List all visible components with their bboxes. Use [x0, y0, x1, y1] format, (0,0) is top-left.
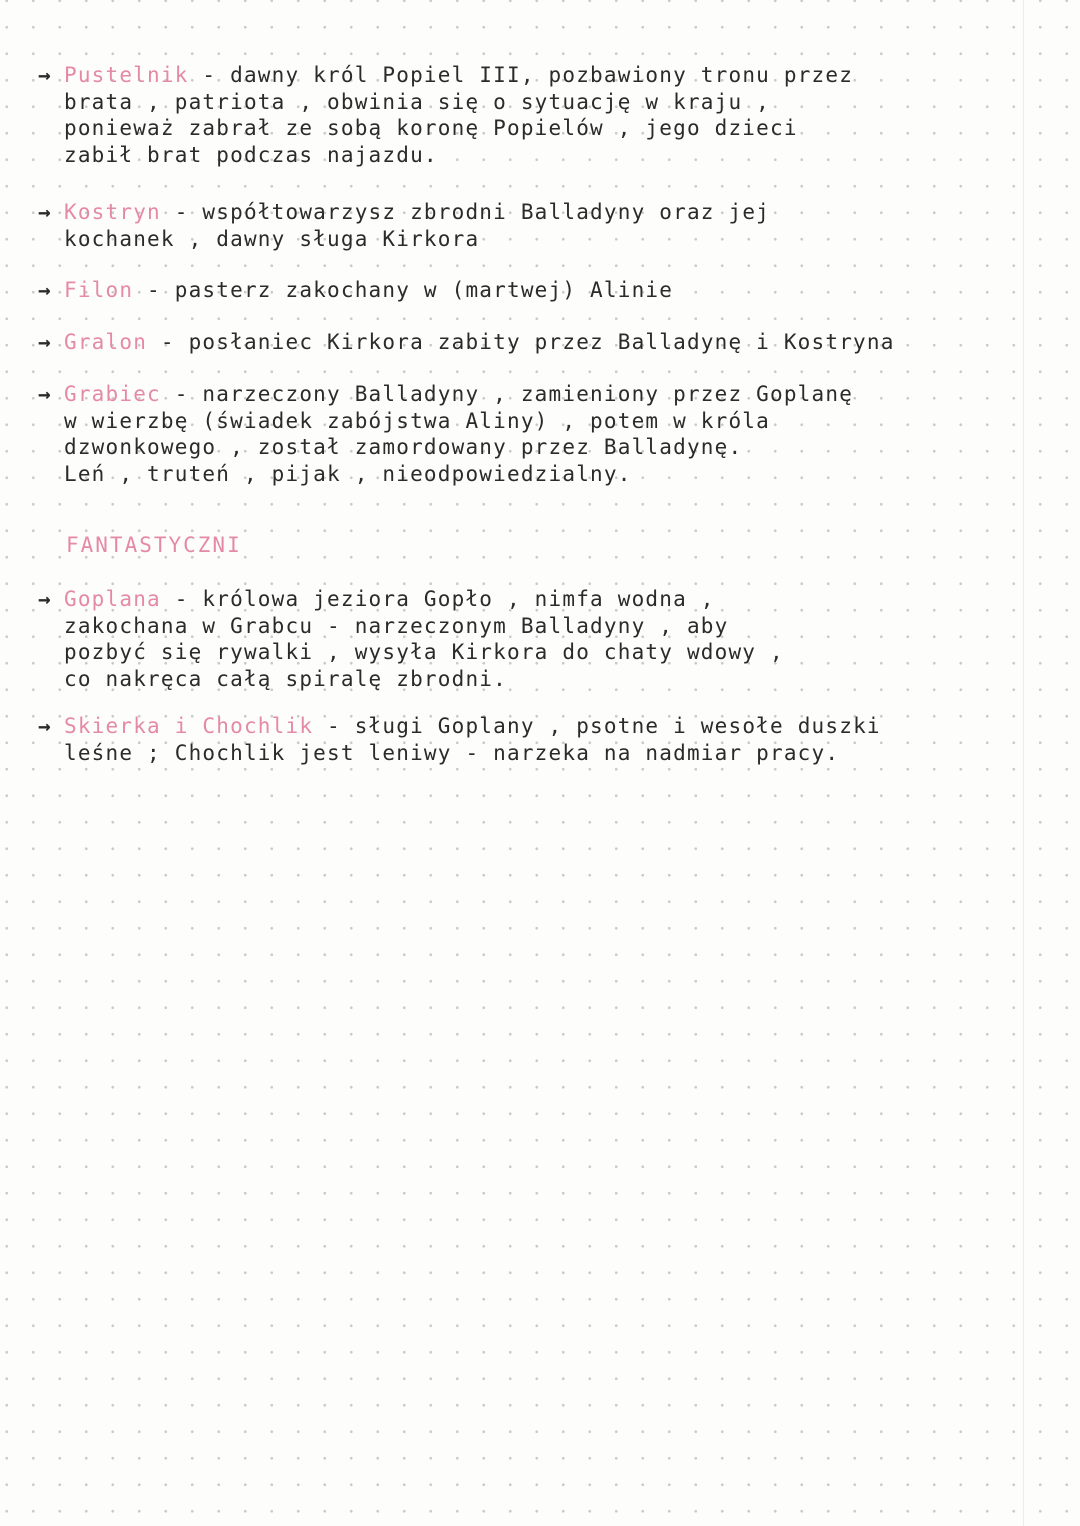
- arrow-right-icon: →: [38, 714, 52, 738]
- entry-line: leśne ; Chochlik jest leniwy - narzeka na nadmiar pracy.: [64, 740, 840, 765]
- character-name: Kostryn: [64, 200, 161, 224]
- character-entry-grabiec: [38, 381, 998, 487]
- entry-first-line: [38, 586, 998, 613]
- entry-line: ponieważ zabrał ze sobą koronę Popielów , jego dzieci: [64, 116, 798, 140]
- arrow-right-icon: →: [38, 382, 52, 406]
- arrow-right-icon: →: [38, 587, 52, 611]
- character-entry-kostryn: [38, 199, 998, 252]
- character-name: Grabiec: [64, 382, 161, 406]
- character-name: Filon: [64, 278, 134, 302]
- character-entry-skierka-chochlik: [38, 713, 998, 766]
- entry-line: co nakręca całą spiralę zbrodni.: [64, 666, 507, 691]
- entry-first-line: [38, 713, 998, 740]
- entry-description: - posłaniec Kirkora zabity przez Balladynę i Kostryna: [147, 330, 895, 354]
- entry-description: - królowa jeziora Gopło , nimfa wodna ,: [160, 587, 715, 611]
- entry-line: zakochana w Grabcu - narzeczonym Balladyny , aby: [64, 613, 729, 638]
- entry-first-line: [38, 199, 998, 226]
- entry-description: - pasterz zakochany w (martwej) Alinie: [133, 278, 674, 302]
- entry-line: pozbyć się rywalki , wysyła Kirkora do chaty wdowy ,: [64, 640, 784, 664]
- entry-line: dzwonkowego , został zamordowany przez Balladynę.: [64, 435, 743, 459]
- entry-description: - narzeczony Balladyny , zamieniony przez Goplanę: [160, 382, 854, 406]
- section-title-fantastyczni: FANTASTYCZNI: [66, 533, 242, 557]
- entry-line: w wierzbę (świadek zabójstwa Aliny) , potem w króla: [64, 408, 770, 433]
- entry-first-line: [38, 381, 998, 408]
- character-entry-pustelnik: [38, 62, 998, 168]
- character-entry-filon: [38, 277, 998, 304]
- entry-first-line: [38, 62, 998, 89]
- arrow-right-icon: →: [38, 63, 52, 87]
- character-name: Skierka i Chochlik: [64, 714, 314, 738]
- entry-description: - dawny król Popiel III, pozbawiony tronu przez: [188, 63, 854, 87]
- entry-line: brata , patriota , obwinia się o sytuację w kraju ,: [64, 89, 770, 114]
- character-entry-goplana: [38, 586, 998, 692]
- arrow-right-icon: →: [38, 200, 52, 224]
- arrow-right-icon: →: [38, 330, 52, 354]
- character-name: Gralon: [64, 330, 148, 354]
- entry-description: - współtowarzysz zbrodni Balladyny oraz jej: [160, 200, 771, 224]
- entry-line: Leń , truteń , pijak , nieodpowiedzialny.: [64, 461, 632, 486]
- entry-line: kochanek , dawny sługa Kirkora: [64, 226, 480, 251]
- character-name: Pustelnik: [64, 63, 189, 87]
- entry-first-line: [38, 277, 998, 304]
- arrow-right-icon: →: [38, 278, 52, 302]
- notebook-page-edge: [1023, 0, 1024, 1526]
- entry-line: zabił brat podczas najazdu.: [64, 142, 438, 167]
- character-name: Goplana: [64, 587, 161, 611]
- entry-first-line: [38, 329, 998, 356]
- entry-description: - sługi Goplany , psotne i wesołe duszki: [313, 714, 881, 738]
- character-entry-gralon: [38, 329, 998, 356]
